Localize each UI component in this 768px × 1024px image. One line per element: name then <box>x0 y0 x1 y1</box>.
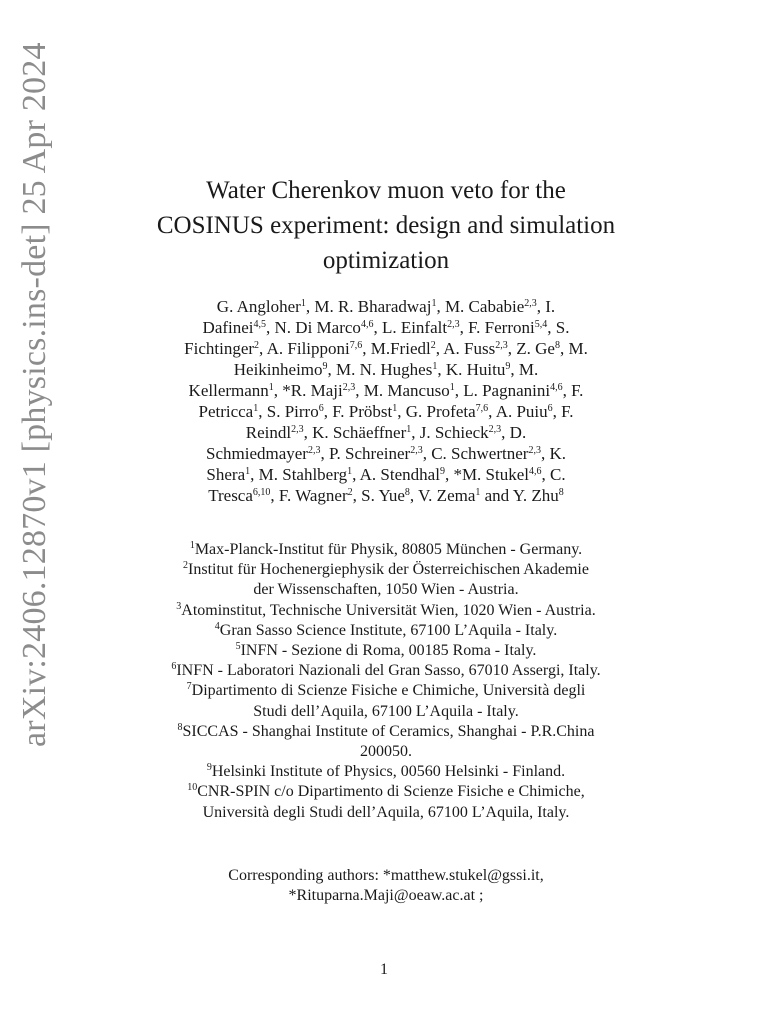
author-text: Heikinheimo <box>233 360 323 379</box>
affiliation-line <box>90 560 682 580</box>
affiliation-line <box>90 742 682 762</box>
affiliation-marker: 2,3 <box>488 424 502 435</box>
author-text: , A. Filipponi <box>259 339 350 358</box>
affiliation-marker: 2,3 <box>342 382 356 393</box>
affiliation-text: Institut für Hochenergiephysik der Österreichischen Akademie <box>188 561 589 579</box>
author-text: , F. <box>552 402 574 421</box>
affiliation-number: 6 <box>171 661 177 673</box>
affiliation-text: CNR-SPIN c/o Dipartimento di Scienze Fisiche e Chimiche, <box>197 783 585 801</box>
author-text: and Y. Zhu <box>480 486 559 505</box>
page-number: 1 <box>380 961 388 978</box>
author-text: , M. <box>559 339 588 358</box>
author-text: , M. <box>510 360 539 379</box>
affiliation-text: Studi dell’Aquila, 67100 L’Aquila - Italy. <box>253 702 519 720</box>
author-text: , I. <box>536 297 556 316</box>
title-line: COSINUS experiment: design and simulation <box>156 212 616 239</box>
author-text: , M. R. Bharadwaj <box>305 297 432 316</box>
author-text: Kellermann <box>188 381 269 400</box>
affiliation-marker: 1 <box>449 382 455 393</box>
affiliation-line <box>90 762 682 782</box>
affiliation-marker: 2,3 <box>291 424 304 435</box>
affiliation-marker: 4,5 <box>253 319 267 330</box>
author-text: , A. Puiu <box>488 402 548 421</box>
affiliation-text: 200050. <box>360 743 412 761</box>
affiliation-marker: 1 <box>475 487 481 498</box>
affiliation-line <box>90 580 682 600</box>
affiliation-line <box>90 621 682 641</box>
author-line <box>100 422 672 443</box>
affiliation-marker: 1 <box>392 403 398 414</box>
affiliation-line <box>90 661 682 681</box>
affiliation-marker: 1 <box>347 466 353 477</box>
affiliation-text: Helsinki Institute of Physics, 00560 Helsinki - Finland. <box>211 763 566 781</box>
affiliation-number: 7 <box>186 681 192 693</box>
affiliation-marker: 4,6 <box>550 382 563 393</box>
affiliation-number: 1 <box>189 540 195 551</box>
author-line <box>100 317 672 338</box>
author-text: , *R. Maji <box>273 381 343 400</box>
affiliation-marker: 6,10 <box>252 487 271 498</box>
affiliation-marker: 5,4 <box>534 319 548 330</box>
affiliation-number: 10 <box>187 782 198 794</box>
affiliation-marker: 8 <box>404 487 410 498</box>
author-text: , P. Schreiner <box>320 444 411 463</box>
affiliation-text: der Wissenschaften, 1050 Wien - Austria. <box>253 581 519 599</box>
author-text: , S. Yue <box>352 486 405 505</box>
author-text: , M. N. Hughes <box>327 360 433 379</box>
author-text: , L. Einfalt <box>373 318 448 337</box>
author-text: G. Angloher <box>216 297 301 316</box>
affiliation-marker: 9 <box>322 361 328 372</box>
author-text: , F. Pröbst <box>323 402 393 421</box>
author-text: , V. Zema <box>409 486 476 505</box>
paper-title <box>96 173 676 278</box>
affiliation-marker: 2,3 <box>528 445 541 456</box>
author-line <box>100 380 672 401</box>
author-text: , S. Pirro <box>258 402 319 421</box>
affiliation-marker: 1 <box>253 403 259 414</box>
affiliation-number: 2 <box>183 560 189 572</box>
affiliation-list <box>90 540 682 823</box>
affiliation-marker: 2,3 <box>447 319 460 330</box>
author-text: Shera <box>206 465 246 484</box>
affiliation-number: 4 <box>214 620 220 632</box>
author-text: , M. Cababie <box>436 297 525 316</box>
affiliation-line <box>90 722 682 742</box>
author-text: , Z. Ge <box>507 339 555 358</box>
affiliation-text: SICCAS - Shanghai Institute of Ceramics, Shanghai - P.R.China <box>182 722 595 740</box>
arxiv-identifier-stamp: arXiv:2406.12870v1 [physics.ins-det] 25 Apr 2024 <box>16 42 53 747</box>
affiliation-line <box>90 782 682 802</box>
affiliation-marker: 9 <box>505 361 511 372</box>
author-text: Schmiedmayer <box>206 444 308 463</box>
author-text: , D. <box>501 423 527 442</box>
affiliation-line <box>90 803 682 823</box>
author-text: , G. Profeta <box>397 402 476 421</box>
author-text: , A. Fuss <box>435 339 496 358</box>
affiliation-marker: 2 <box>347 487 353 498</box>
title-line: optimization <box>322 247 450 274</box>
affiliation-number: 8 <box>177 721 183 733</box>
affiliation-line <box>90 641 682 661</box>
author-line <box>100 401 672 422</box>
affiliation-marker: 8 <box>554 340 560 351</box>
author-text: , M. Stahlberg <box>250 465 348 484</box>
author-text: Petricca <box>198 402 254 421</box>
affiliation-marker: 7,6 <box>475 403 489 414</box>
author-text: , K. Schäeffner <box>303 423 407 442</box>
affiliation-text: Gran Sasso Science Institute, 67100 L’Aquila - Italy. <box>219 621 558 639</box>
author-text: Dafinei <box>202 318 254 337</box>
author-text: Fichtinger <box>184 339 255 358</box>
affiliation-marker: 2,3 <box>495 340 508 351</box>
author-line <box>100 443 672 464</box>
author-text: , L. Pagnanini <box>454 381 551 400</box>
author-text: , *M. Stukel <box>444 465 529 484</box>
affiliation-text: INFN - Laboratori Nazionali del Gran Sasso, 67010 Assergi, Italy. <box>176 662 601 680</box>
author-text: , F. Wagner <box>270 486 348 505</box>
affiliation-marker: 6 <box>547 403 553 414</box>
affiliation-marker: 1 <box>406 424 412 435</box>
affiliation-number: 5 <box>235 641 241 653</box>
author-list <box>100 296 672 506</box>
author-text: , C. <box>541 465 566 484</box>
affiliation-line <box>90 681 682 701</box>
author-text: , J. Schieck <box>411 423 489 442</box>
author-line <box>100 464 672 485</box>
affiliation-marker: 1 <box>245 466 251 477</box>
affiliation-text: INFN - Sezione di Roma, 00185 Roma - Italy. <box>240 642 537 660</box>
author-text: , K. <box>540 444 566 463</box>
author-line <box>100 296 672 317</box>
affiliation-marker: 7,6 <box>349 340 363 351</box>
author-text: Reindl <box>245 423 292 442</box>
author-text: , K. Huitu <box>437 360 506 379</box>
affiliation-marker: 1 <box>432 361 438 372</box>
affiliation-marker: 2 <box>430 340 436 351</box>
affiliation-marker: 4,6 <box>360 319 374 330</box>
author-text: , F. Ferroni <box>459 318 535 337</box>
affiliation-marker: 1 <box>431 298 437 309</box>
affiliation-text: Università degli Studi dell’Aquila, 67100 L’Aquila, Italy. <box>202 803 570 821</box>
author-text: , M. Mancuso <box>355 381 450 400</box>
affiliation-marker: 1 <box>268 382 274 393</box>
author-line <box>100 359 672 380</box>
affiliation-line <box>90 540 682 560</box>
affiliation-line <box>90 601 682 621</box>
corresponding-authors <box>100 866 672 906</box>
affiliation-marker: 2,3 <box>410 445 423 456</box>
affiliation-marker: 2 <box>254 340 260 351</box>
affiliation-number: 9 <box>206 762 212 774</box>
affiliation-text: Max-Planck-Institut für Physik, 80805 München - Germany. <box>194 541 583 558</box>
corresponding-line: *Rituparna.Maji@oeaw.ac.at ; <box>288 887 484 904</box>
affiliation-marker: 6 <box>318 403 324 414</box>
affiliation-text: Atominstitut, Technische Universität Wien, 1020 Wien - Austria. <box>181 601 596 619</box>
author-text: , F. <box>562 381 584 400</box>
author-line <box>100 485 672 506</box>
affiliation-marker: 9 <box>439 466 445 477</box>
title-line: Water Cherenkov muon veto for the <box>206 177 566 204</box>
author-text: , S. <box>547 318 570 337</box>
author-text: , N. Di Marco <box>266 318 361 337</box>
author-text: , C. Schwertner <box>422 444 529 463</box>
author-text: , M.Friedl <box>362 339 431 358</box>
affiliation-marker: 8 <box>558 487 564 498</box>
author-text: Tresca <box>208 486 253 505</box>
affiliation-marker: 1 <box>300 298 306 309</box>
affiliation-line <box>90 702 682 722</box>
affiliation-text: Dipartimento di Scienze Fisiche e Chimiche, Università degli <box>191 682 586 700</box>
author-text: , A. Stendhal <box>352 465 440 484</box>
author-line <box>100 338 672 359</box>
affiliation-marker: 2,3 <box>524 298 537 309</box>
affiliation-marker: 2,3 <box>307 445 321 456</box>
affiliation-number: 3 <box>176 600 182 612</box>
affiliation-marker: 4,6 <box>529 466 542 477</box>
corresponding-line: Corresponding authors: *matthew.stukel@gssi.it, <box>228 867 544 884</box>
